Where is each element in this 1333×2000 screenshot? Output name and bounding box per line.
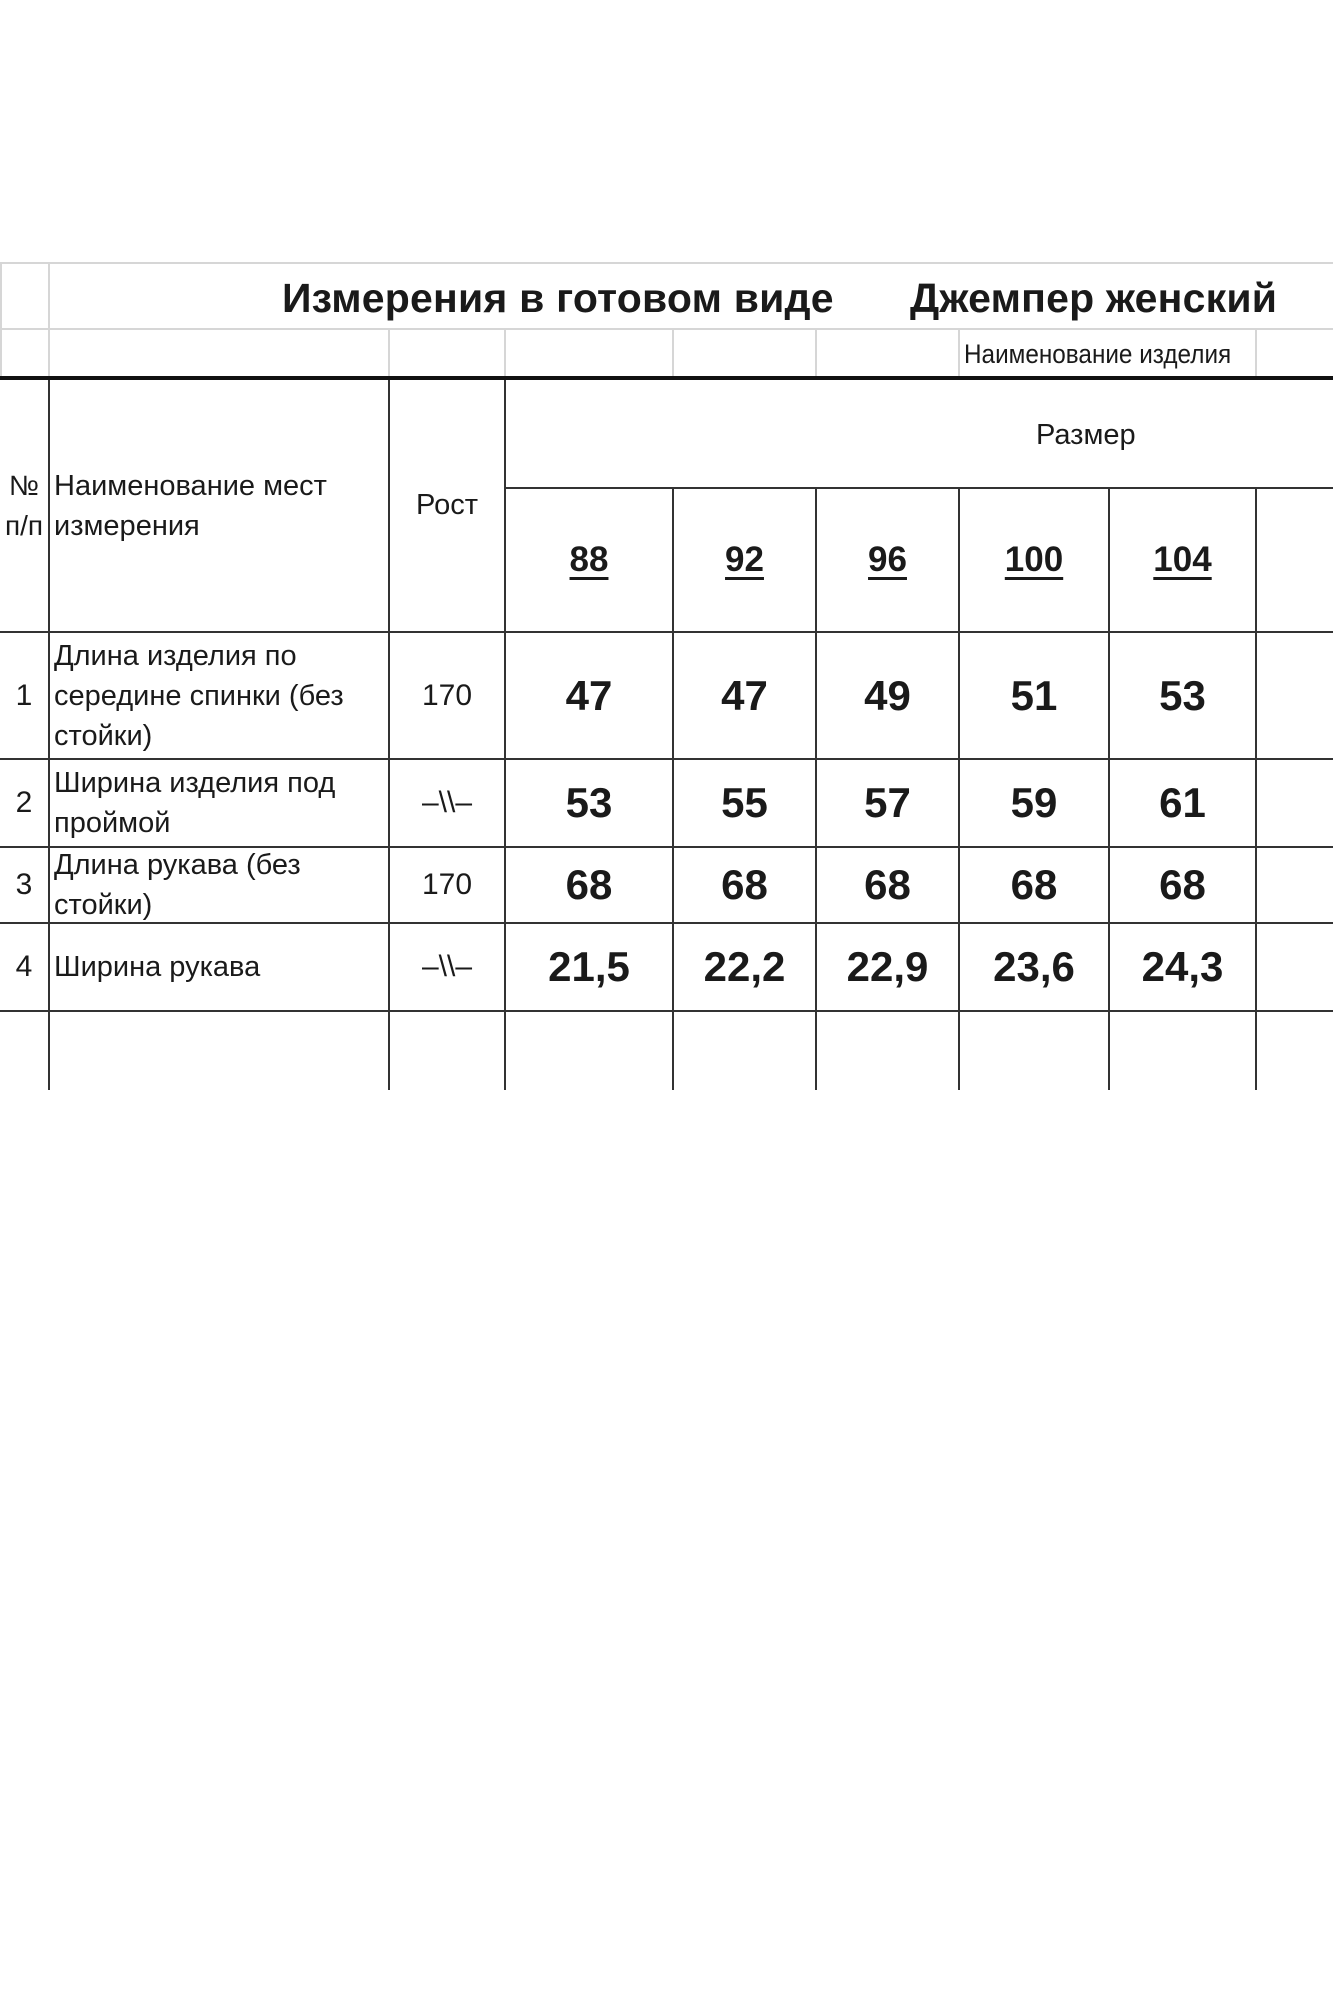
size-header: 104 — [1153, 540, 1212, 579]
size-value: 53 — [565, 779, 613, 826]
table-border — [1255, 488, 1257, 1090]
size-value: 47 — [565, 671, 613, 719]
grid-line — [958, 328, 960, 378]
size-value: 57 — [864, 779, 911, 826]
size-value: 68 — [864, 861, 911, 908]
size-value: 68 — [1159, 861, 1206, 908]
grid-line — [815, 328, 817, 378]
size-header: 88 — [569, 540, 609, 579]
grid-line — [0, 328, 1333, 330]
size-value: 23,6 — [993, 943, 1075, 990]
grid-line — [1255, 328, 1257, 378]
size-header: 92 — [725, 540, 764, 579]
size-value: 21,5 — [548, 943, 630, 990]
size-value: 49 — [864, 671, 911, 719]
height-value: 170 — [421, 868, 473, 901]
product-name-caption: Наименование изделия — [964, 338, 1232, 369]
size-value: 68 — [1010, 861, 1058, 908]
height-value: 170 — [421, 678, 473, 712]
measure-name: Ширина рукава — [54, 951, 261, 983]
measure-name: Длина рукава (без стойки) — [54, 849, 301, 921]
size-header: 100 — [1004, 540, 1064, 579]
size-value: 51 — [1010, 671, 1058, 719]
grid-line — [0, 262, 2, 378]
grid-line — [672, 328, 674, 378]
size-value: 22,9 — [846, 943, 929, 990]
height-value: –\\– — [421, 786, 473, 819]
size-value: 59 — [1010, 779, 1058, 826]
table-title: Измерения в готовом виде — [282, 274, 834, 321]
height-value: –\\– — [421, 950, 473, 983]
table-border — [0, 1010, 1333, 1012]
header-measure-name: Наименование мест измерения — [54, 470, 327, 542]
measure-name: Ширина изделия под проймой — [54, 767, 336, 839]
size-value: 24,3 — [1141, 943, 1224, 990]
row-number: 3 — [15, 868, 33, 901]
header-height: Рост — [416, 488, 478, 521]
size-value: 61 — [1159, 779, 1206, 826]
grid-line — [388, 328, 390, 378]
row-number: 1 — [15, 678, 33, 712]
size-value: 53 — [1159, 671, 1206, 719]
row-number: 2 — [15, 786, 33, 819]
size-value: 68 — [565, 861, 613, 908]
grid-line — [0, 262, 1333, 264]
size-value: 68 — [721, 861, 768, 908]
product-title: Джемпер женский — [910, 274, 1278, 321]
header-index: № п/п — [4, 470, 44, 541]
header-size-group: Размер — [1036, 418, 1136, 451]
size-value: 22,2 — [703, 943, 786, 990]
row-number: 4 — [15, 950, 33, 983]
size-value: 55 — [721, 779, 768, 826]
grid-line — [48, 262, 50, 378]
size-header: 96 — [868, 540, 907, 579]
grid-line — [504, 328, 506, 378]
size-value: 47 — [721, 671, 768, 719]
measure-name: Длина изделия по середине спинки (без стойки) — [54, 639, 344, 752]
